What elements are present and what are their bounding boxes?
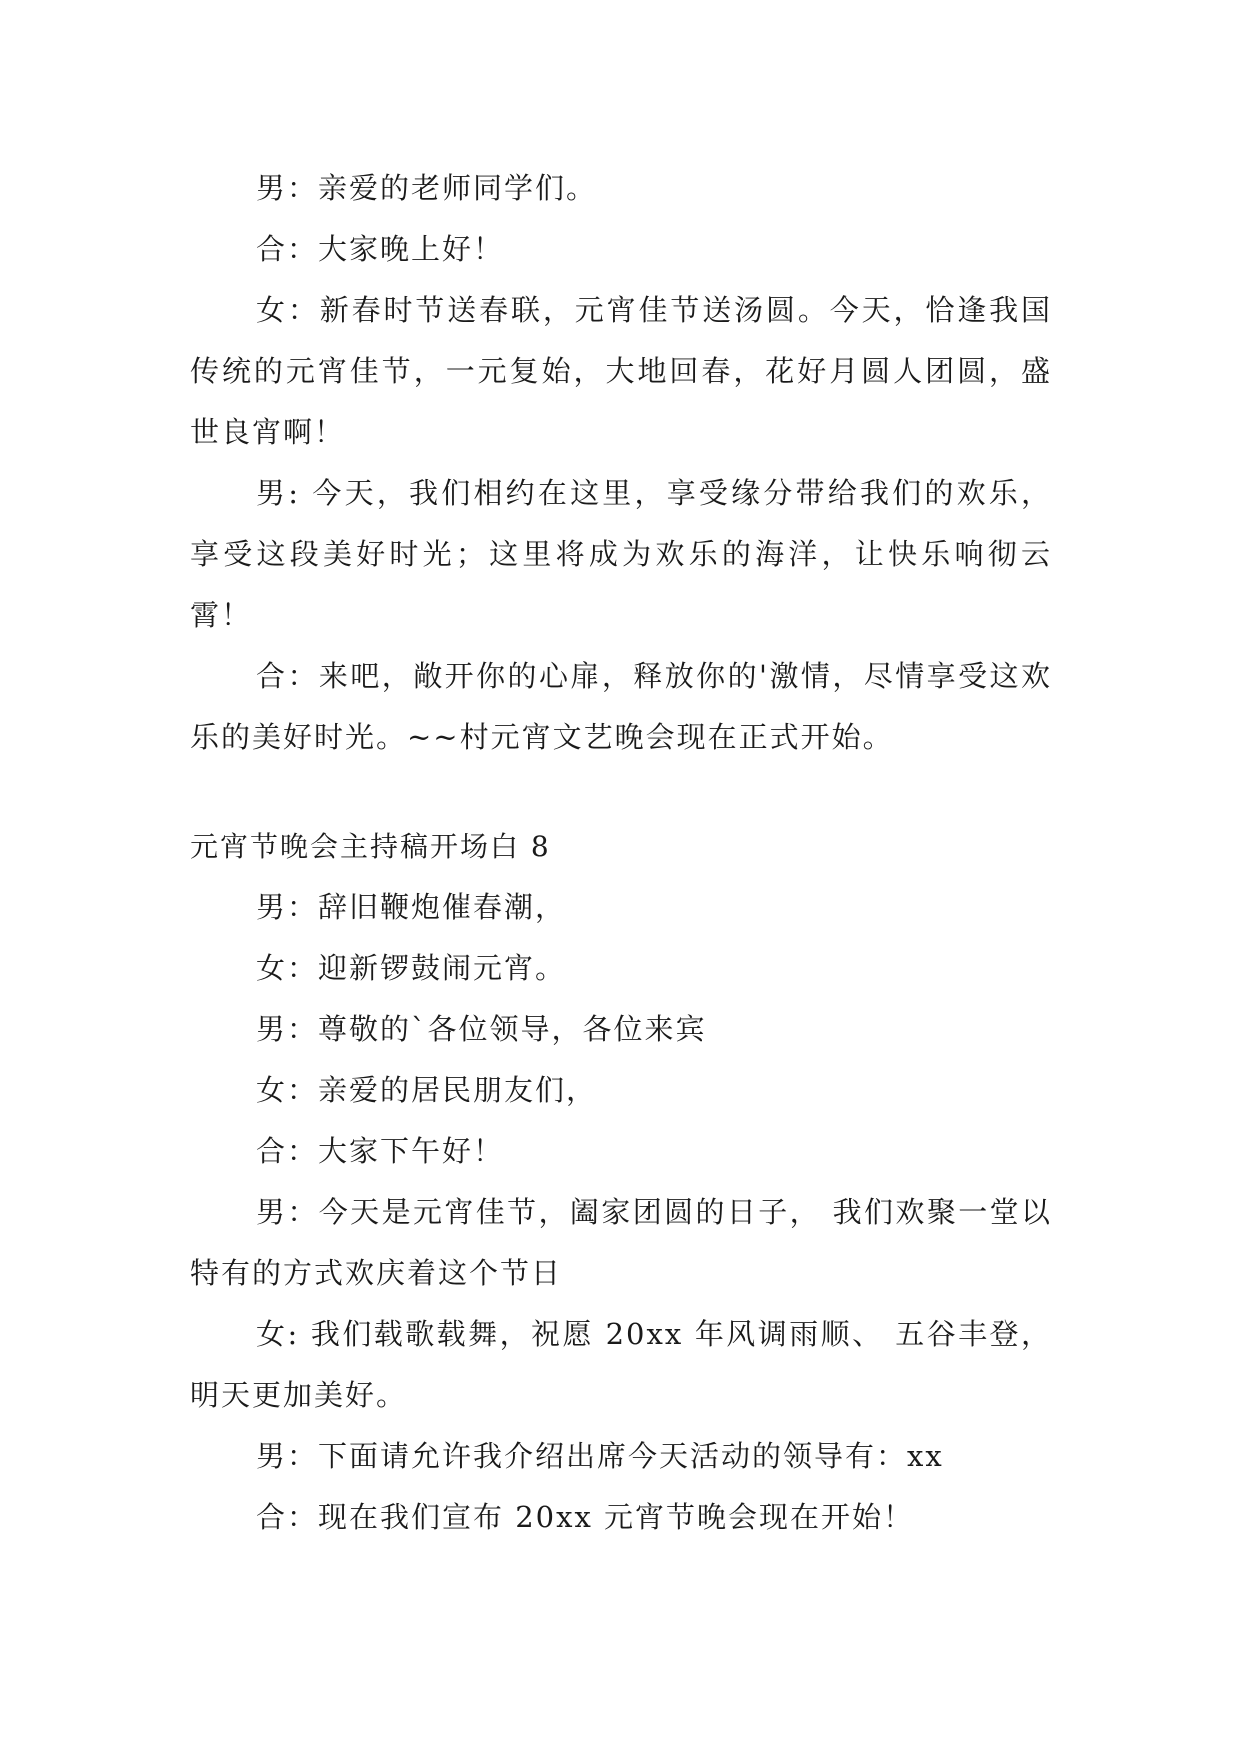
dialogue-line: 女：新春时节送春联，元宵佳节送汤圆。今天，恰逢我国传统的元宵佳节，一元复始，大地回春，花好月圆人团圆，盛世良宵啊！	[190, 293, 1052, 449]
dialogue-line: 男：下面请允许我介绍出席今天活动的领导有：xx	[256, 1439, 944, 1473]
dialogue-line: 男: 今天，我们相约在这里，享受缘分带给我们的欢乐，享受这段美好时光；这里将成为欢乐的海洋，让快乐响彻云霄！	[190, 476, 1052, 632]
dialogue-line: 合：来吧，敞开你的心扉，释放你的'激情，尽情享受这欢乐的美好时光。~~村元宵文艺晚会现在正式开始。	[190, 659, 1052, 754]
dialogue-line: 男：尊敬的`各位领导，各位来宾	[256, 1012, 707, 1046]
dialogue-line: 合：大家晚上好！	[256, 232, 505, 266]
dialogue-line: 男：今天是元宵佳节，阖家团圆的日子， 我们欢聚一堂以特有的方式欢庆着这个节日	[190, 1195, 1052, 1290]
dialogue-line: 女: 我们载歌载舞，祝愿 20xx 年风调雨顺、 五谷丰登，明天更加美好。	[190, 1317, 1052, 1412]
dialogue-line: 女：迎新锣鼓闹元宵。	[256, 951, 567, 985]
section-heading: 元宵节晚会主持稿开场白 8	[190, 830, 551, 863]
dialogue-line: 合：现在我们宣布 20xx 元宵节晚会现在开始！	[256, 1500, 915, 1534]
document-body	[190, 158, 1052, 1548]
dialogue-line: 女：亲爱的居民朋友们，	[256, 1073, 598, 1107]
dialogue-line: 男：亲爱的老师同学们。	[256, 171, 598, 205]
dialogue-line: 男：辞旧鞭炮催春潮，	[256, 890, 567, 924]
dialogue-line: 合：大家下午好！	[256, 1134, 505, 1168]
